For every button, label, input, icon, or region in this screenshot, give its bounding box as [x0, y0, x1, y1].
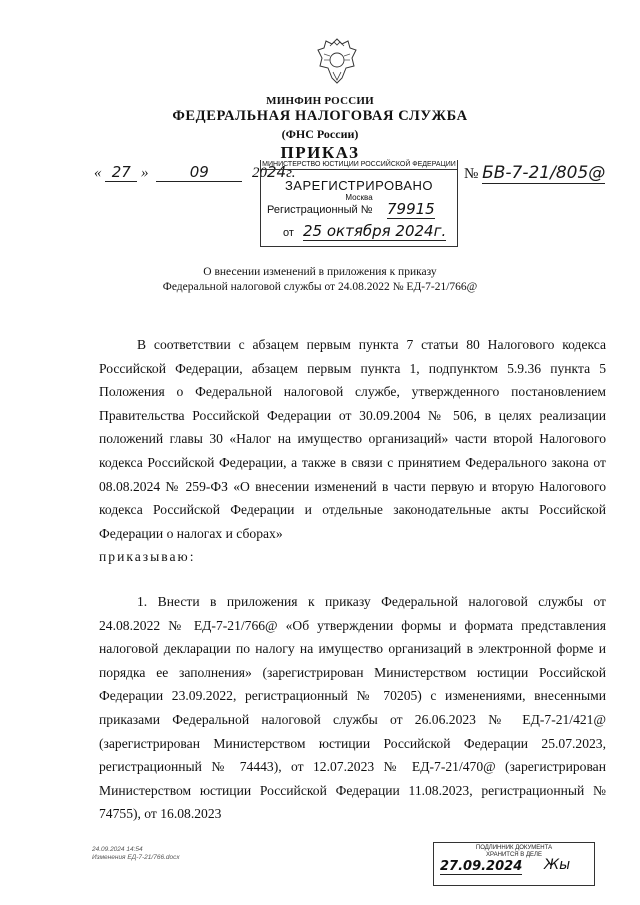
order-month: 09: [156, 163, 242, 182]
reg-number-label: Регистрационный №: [267, 204, 373, 216]
order-word: приказываю:: [99, 549, 196, 565]
reg-number: 79915: [387, 200, 435, 218]
subject-line-2: Федеральной налоговой службы от 24.08.2022 № ЕД-7-21/766@: [162, 281, 478, 293]
subject-line-1: О внесении изменений в приложения к приказу: [203, 266, 437, 278]
coat-of-arms-icon: [316, 36, 358, 86]
copy-stamp: [433, 842, 595, 886]
reg-ministry: МИНИСТЕРСТВО ЮСТИЦИИ РОССИЙСКОЙ ФЕДЕРАЦИИ: [262, 161, 456, 168]
order-number-value: БВ-7-21/805@: [482, 163, 606, 183]
order-subject: [0, 265, 640, 295]
preamble-text: В соответствии с абзацем первым пункта 7 статьи 80 Налогового кодекса Российской Федерации, абзацем первым пункта 1, подпунктом 5.9.36 пункта 5 Положения о Федеральной налоговой службе, утвержденного постановлением Правительства Российской Федерации от 30.09.2004 № 506, в целях реализации положений главы 30 «Налог на имущество организаций» части второй Налогового кодекса Российской Федерации, а также в связи с принятием Федерального закона от 08.08.2024 № 259-ФЗ «О внесении изменений в части первую и вторую Налогового кодекса Российской Федерации и отдельные законодательные акты Российской Федерации о налогах и сборах»: [99, 337, 606, 541]
service-name: ФЕДЕРАЛЬНАЯ НАЛОГОВАЯ СЛУЖБА: [172, 108, 468, 124]
order-year-suffix: 24: [267, 163, 287, 181]
order-day: 27: [105, 163, 137, 182]
paragraph-item-1: 1. Внести в приложения к приказу Федеральной налоговой службы от 24.08.2022 № ЕД-7-21/766@ «Об утверждении формы и формата представления налоговой декларации по налогу на имущество организаций в электронной форме и порядка ее заполнения» (зарегистрирован Министерством юстиции Российской Федерации 23.09.2022, регистрационный № 70205) с изменениями, внесенными приказами Федеральной налоговой службы от 26.06.2023 № ЕД-7-21/421@ (зарегистрирован Министерством юстиции Российской Федерации 25.07.2023, регистрационный № 74443), от 12.07.2023 № ЕД-7-21/470@ (зарегистрирован Министерством юстиции Российской Федерации 11.08.2023, регистрационный № 74755), от 16.08.2023: [99, 594, 606, 822]
footer-filename: Изменения ЕД-7-21/766.docx: [92, 854, 180, 861]
order-number-sign: №: [464, 166, 479, 182]
registration-stamp: [260, 160, 458, 247]
ministry-name: МИНФИН РОССИИ: [266, 95, 374, 107]
reg-city: Москва: [345, 193, 373, 202]
footer-timestamp: 24.09.2024 14:54: [92, 846, 143, 853]
file-footer: [92, 846, 180, 862]
reg-title: ЗАРЕГИСТРИРОВАНО: [284, 178, 434, 193]
paragraph-preamble: [99, 333, 606, 569]
reg-from-label: от: [283, 227, 294, 239]
doc-type: ПРИКАЗ: [280, 143, 360, 162]
order-number: [464, 163, 605, 183]
copy-stamp-line-2: ХРАНИТСЯ В ДЕЛЕ: [486, 852, 542, 858]
order-date: « 27 » 09 2024г.: [94, 163, 296, 181]
order-year-prefix: 20: [252, 165, 267, 181]
service-abbr: (ФНС России): [281, 127, 359, 141]
order-year-g: г.: [286, 165, 296, 181]
reg-date: 25 октября 2024г.: [303, 222, 447, 240]
copy-stamp-signature: Жы: [544, 857, 571, 873]
copy-stamp-date: 27.09.2024: [440, 859, 523, 874]
copy-stamp-line-1: ПОДЛИННИК ДОКУМЕНТА: [475, 845, 553, 851]
